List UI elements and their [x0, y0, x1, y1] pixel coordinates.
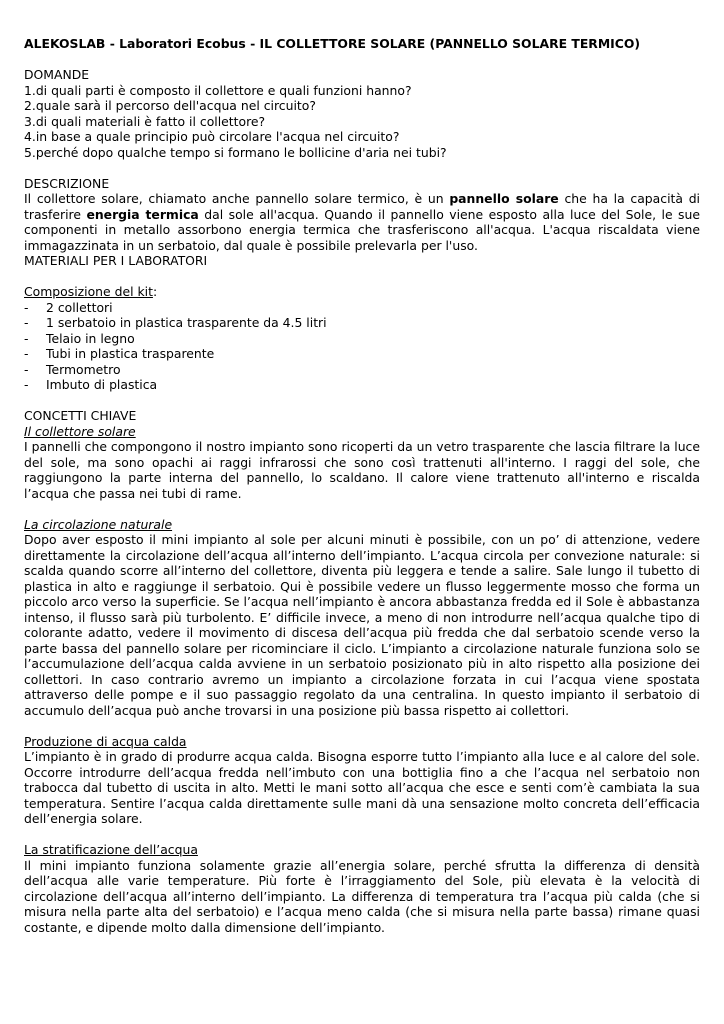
produzione-paragraph: L’impianto è in grado di produrre acqua calda. Bisogna esporre tutto l’impianto alla luce e al calore del sole. Occorre introdurre dell’acqua fredda nell’imbuto con una bottiglia fino a che l’acqua nel serbatoio non trabocca dal tubetto di uscita in alto. Metti le mani sotto all’acqua che esce e senti com’è cambiata la sua temperatura. Sentire l’acqua calda direttamente sulle mani dà una sensazione molto concreta dell’efficacia dell’energia solare. — [24, 749, 700, 826]
list-item: - Imbuto di plastica — [24, 377, 158, 392]
question-item: 2.quale sarà il percorso dell'acqua nel circuito? — [24, 98, 316, 113]
descrizione-heading: DESCRIZIONE — [24, 175, 110, 191]
question-item: 3.di quali materiali è fatto il collettore? — [24, 113, 266, 129]
materiali-heading: MATERIALI PER I LABORATORI — [24, 253, 208, 268]
collettore-heading: Il collettore solare — [24, 423, 136, 439]
stratificazione-paragraph: Il mini impianto funziona solamente grazie all’energia solare, perché sfrutta la differenza di densità dell’acqua alle varie temperature. Più forte è l’irraggiamento del Sole, più elevata è la velocità di circolazione dell’acqua all’interno dell’impianto. La differenza di temperatura tra l’acqua più calda (che si misura nella parte alta del serbatoio) e l’acqua meno calda (che si misura nella parte bassa) rimane quasi costante, e dipende molto dalla dimensione dell’impianto. — [24, 857, 700, 935]
list-item: - Telaio in legno — [24, 330, 135, 346]
page-title: ALEKOSLAB - Laboratori Ecobus - IL COLLETTORE SOLARE (PANNELLO SOLARE TERMICO) — [24, 36, 641, 51]
kit-heading: Composizione del kit: — [24, 284, 158, 299]
produzione-heading: Produzione di acqua calda — [24, 733, 187, 749]
kit-list — [24, 300, 700, 393]
question-item: 5.perché dopo qualche tempo si formano le bollicine d'aria nei tubi? — [24, 144, 447, 160]
circolazione-paragraph: Dopo aver esposto il mini impianto al sole per alcuni minuti è possibile, con un po’ di attenzione, vedere direttamente la circolazione dell’acqua all’interno dell’impianto. L’acqua circola per convezione naturale: si scalda quando scorre all’interno del collettore, diventa più leggera e tende a salire. Sale lungo il tubetto di plastica in alto e raggiunge il serbatoio. Qui è possibile vedere un flusso leggermente mosso che forma un piccolo arco verso la superficie. Se l’acqua nell’impianto è ancora abbastanza fredda ed il Sole è abbastanza intenso, il flusso sarà più turbolento. E’ difficile invece, a meno di non introdurre nell’acqua qualche tipo di colorante adatto, vedere il movimento di discesa dell’acqua più fredda che dal serbatoio scende verso la parte bassa del pannello solare per ricominciare il ciclo. L’impianto a circolazione naturale funziona solo se l’accumulazione dell’acqua calda avviene in un serbatoio posizionato più in alto rispetto alla posizione dei collettori. In caso contrario avremo un impianto a circolazione forzata in cui l’acqua viene spostata attraverso delle pompe e il suo passaggio regolato da una centralina. In questo impianto il serbatoio di accumulo dell’acqua può anche trovarsi in una posizione più bassa rispetto ai collettori. — [24, 532, 700, 718]
stratificazione-heading: La stratificazione dell’acqua — [24, 842, 198, 857]
circolazione-heading: La circolazione naturale — [24, 516, 173, 532]
question-item: 4.in base a quale principio può circolare l'acqua nel circuito? — [24, 129, 400, 144]
list-item: - Tubi in plastica trasparente — [24, 346, 215, 361]
document-page — [24, 36, 700, 935]
domande-heading: DOMANDE — [24, 67, 90, 82]
list-item: - 1 serbatoio in plastica trasparente da 4.5 litri — [24, 315, 327, 330]
question-item: 1.di quali parti è composto il collettore e quali funzioni hanno? — [24, 82, 412, 98]
descrizione-paragraph: Il collettore solare, chiamato anche pannello solare termico, è un pannello solare che ha la capacità di trasferire energia termica dal sole all'acqua. Quando il pannello viene esposto alla luce del Sole, le sue componenti in metallo assorbono energia termica che trasferiscono all'acqua. L'acqua riscaldata viene immagazzinata in un serbatoio, dal quale è possibile prelevarla per l'uso. — [24, 191, 701, 253]
list-item: - 2 collettori — [24, 299, 113, 315]
concetti-heading: CONCETTI CHIAVE — [24, 408, 137, 423]
collettore-paragraph: I pannelli che compongono il nostro impianto sono ricoperti da un vetro trasparente che lascia filtrare la luce del sole, ma sono opachi ai raggi infrarossi che sono così trattenuti all'interno. I raggi del sole, che raggiungono la parte interna del pannello, lo scaldano. Il calore viene trattenuto all'interno e riscalda l’acqua che passa nei tubi di rame. — [24, 439, 700, 501]
list-item: - Termometro — [24, 361, 121, 377]
